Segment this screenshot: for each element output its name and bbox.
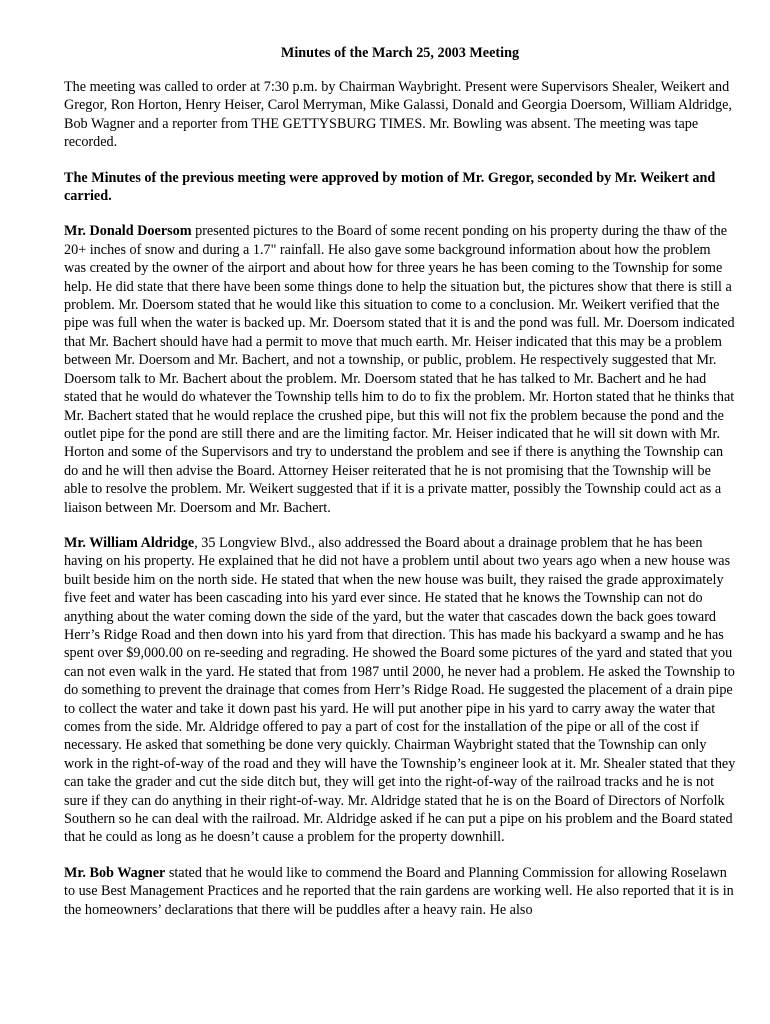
paragraph-aldridge [64,534,736,847]
paragraph-wagner [64,864,736,919]
speaker-name: Mr. Donald Doersom [64,223,192,240]
paragraph-text: stated that he would like to commend the Board and Planning Commission for allowing Roselawn to use Best Management Practices and he reported that the rain gardens are working well. He also reported that it is in the homeowners’ declarations that there will be puddles after a heavy rain. He also [64,864,734,918]
paragraph-text: presented pictures to the Board of some recent ponding on his property during the thaw of the 20+ inches of snow and during a 1.7" rainfall. He also gave some background information about how the problem was created by the owner of the airport and about how for three years he has been coming to the Township for some help. He did state that there have been some things done to help the situation but, the pictures show that there is still a problem. Mr. Doersom stated that he would like this situation to come to a conclusion. Mr. Weikert verified that the pipe was full when the water is backed up. Mr. Doersom stated that it is and the pond was full. Mr. Doersom indicated that Mr. Bachert should have had a permit to move that much earth. Mr. Heiser indicated that this may be a problem between Mr. Doersom and Mr. Bachert, and not a township, or public, problem. He respectively suggested that Mr. Doersom talk to Mr. Bachert about the problem. Mr. Doersom stated that he has talked to Mr. Bachert and he had stated that he would do whatever the Township tells him to do to fix the problem. Mr. Horton stated that he thinks that Mr. Bachert stated that he would replace the crushed pipe, but this will not fix the problem because the pond and the outlet pipe for the pond are still there and are the limiting factor. Mr. Heiser indicated that he will sit down with Mr. Horton and some of the Supervisors and try to understand the problem and see if there is anything the Township can do and he will then advise the Board. Attorney Heiser reiterated that he is not promising that the Township will be able to resolve the problem. Mr. Weikert suggested that if it is a private matter, possibly the Township could act as a liaison between Mr. Doersom and Mr. Bachert. [64,223,735,516]
paragraph-doersom [64,222,736,517]
speaker-name: Mr. William Aldridge [64,534,195,551]
paragraph-text: The meeting was called to order at 7:30 p.m. by Chairman Waybright. Present were Supervisors Shealer, Weikert and Gregor, Ron Horton, Henry Heiser, Carol Merryman, Mike Galassi, Donald and Georgia Doersom, William Aldridge, Bob Wagner and a reporter from THE GETTYSBURG TIMES. Mr. Bowling was absent. The meeting was tape recorded. [64,79,732,151]
paragraph-bold-text: The Minutes of the previous meeting were approved by motion of Mr. Gregor, seconded by Mr. Weikert and carried. [64,169,716,205]
page-title: Minutes of the March 25, 2003 Meeting [280,45,520,61]
paragraph-text: , 35 Longview Blvd., also addressed the Board about a drainage problem that he has been having on his property. He explained that he did not have a problem until about two years ago when a new house was built beside him on the north side. He stated that when the new house was built, they raised the grade approximately five feet and water has been cascading into his yard ever since. He stated that he knows the Township can not do anything about the water coming down the side of the yard, but the water that cascades down the back goes toward Herr’s Ridge Road and then down into his yard from that direction. This has made his backyard a swamp and he has spent over $9,000.00 on re-seeding and regrading. He showed the Board some pictures of the yard and stated that you can not even walk in the yard. He stated that from 1987 until 2000, he never had a problem. He asked the Township to do something to prevent the drainage that comes from Herr’s Ridge Road. He suggested the placement of a drain pipe to collect the water and take it down past his yard. He will put another pipe in his yard to carry away the water that comes from the side. Mr. Aldridge offered to pay a part of cost for the installation of the pipe or all of the cost if necessary. He asked that something be done very quickly. Chairman Waybright stated that the Township can only work in the right-of-way of the road and they will have the Township’s engineer look at it. Mr. Shealer stated that they can take the grader and cut the side ditch but, they will get into the right-of-way of the railroad tracks and he is not sure if they can do anything in their right-of-way. Mr. Aldridge stated that he is on the Board of Directors of Norfolk Southern so he can deal with the railroad. Mr. Aldridge asked if he can put a pipe on his problem and the Board stated that he could as long as he doesn’t cause a problem for the property downhill. [64,534,736,846]
paragraph-minutes-approval [64,169,736,206]
paragraph-call-to-order [64,78,736,152]
speaker-name: Mr. Bob Wagner [64,864,166,881]
